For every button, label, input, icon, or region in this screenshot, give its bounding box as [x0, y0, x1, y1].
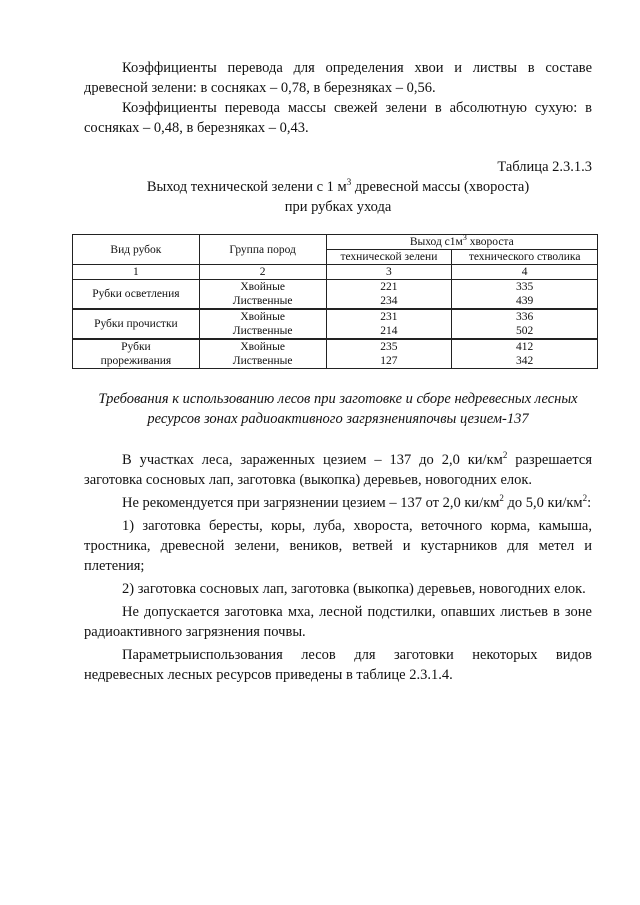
column-number: 4	[452, 265, 598, 280]
requirements-body	[84, 450, 592, 685]
cutting-type-cell: Рубки прореживания	[73, 339, 200, 369]
column-number: 3	[326, 265, 452, 280]
species-group-cell: Хвойные Лиственные	[199, 309, 326, 339]
table-row	[73, 309, 598, 339]
table-row	[73, 339, 598, 369]
header-tech-green: технической зелени	[326, 250, 452, 265]
tech-green-cell: 235 127	[326, 339, 452, 369]
cutting-type-cell: Рубки прочистки	[73, 309, 200, 339]
header-tech-stem: технического стволика	[452, 250, 598, 265]
section-heading: Требования к использованию лесов при заготовке и сборе недревесных лесных ресурсов зонах радиоактивного загрязненияпочвы цезием-137	[98, 391, 578, 427]
species-group-cell: Хвойные Лиственные	[199, 339, 326, 369]
column-number: 1	[73, 265, 200, 280]
paragraph-dry-mass-coefficients: Коэффициенты перевода массы свежей зелени в абсолютную сухую: в сосняках – 0,48, в березняках – 0,43.	[84, 100, 592, 136]
table-title: Выход технической зелени с 1 $м^3$ древесной массы (хвороста)	[146, 177, 530, 195]
table-row	[73, 280, 598, 310]
table-number: Таблица 2.3.1.3	[497, 159, 592, 175]
document-page	[84, 58, 592, 685]
green-output-table	[72, 234, 598, 369]
column-number: 2	[199, 265, 326, 280]
header-output: Выход $с1м^3$ хвороста	[326, 235, 597, 250]
species-group-cell: Хвойные Лиственные	[199, 280, 326, 310]
cutting-type-cell: Рубки осветления	[73, 280, 200, 310]
tech-stem-cell: 412 342	[452, 339, 598, 369]
header-species-group: Группа пород	[199, 235, 326, 265]
paragraph-reference: Параметрыиспользования лесов для заготовки некоторых видов недревесных лесных ресурсов приведены в таблице 2.3.1.4.	[84, 647, 592, 683]
header-cutting-type: Вид рубок	[73, 235, 200, 265]
tech-stem-cell: 335 439	[452, 280, 598, 310]
paragraph-allowed: В участках леса, зараженных цезием – 137 до 2,0 $ки/км^2$ разрешается заготовка сосновых лап, заготовка (выкопка) деревьев, новогодних елок.	[84, 450, 592, 488]
paragraph-prohibited: Не допускается заготовка мха, лесной подстилки, опавших листьев в зоне радиоактивного загрязнения почвы.	[84, 604, 592, 640]
tech-green-cell: 221 234	[326, 280, 452, 310]
tech-stem-cell: 336 502	[452, 309, 598, 339]
tech-green-cell: 231 214	[326, 309, 452, 339]
table-title-line2: при рубках ухода	[284, 199, 392, 215]
paragraph-not-recommended: Не рекомендуется при загрязнении цезием – 137 от 2,0 $ки/км^2$ до 5,0 $ки/км^2$:	[122, 493, 592, 511]
paragraph-needle-coefficients: Коэффициенты перевода для определения хвои и листвы в составе древесной зелени: в сосняках – 0,78, в березняках – 0,56.	[84, 60, 592, 96]
list-item: 1) заготовка бересты, коры, луба, хвороста, веточного корма, камыша, тростника, древесной зелени, веников, ветвей и кустарников для метел и плетения;	[84, 518, 592, 574]
list-item: 2) заготовка сосновых лап, заготовка (выкопка) деревьев, новогодних елок.	[122, 581, 586, 597]
